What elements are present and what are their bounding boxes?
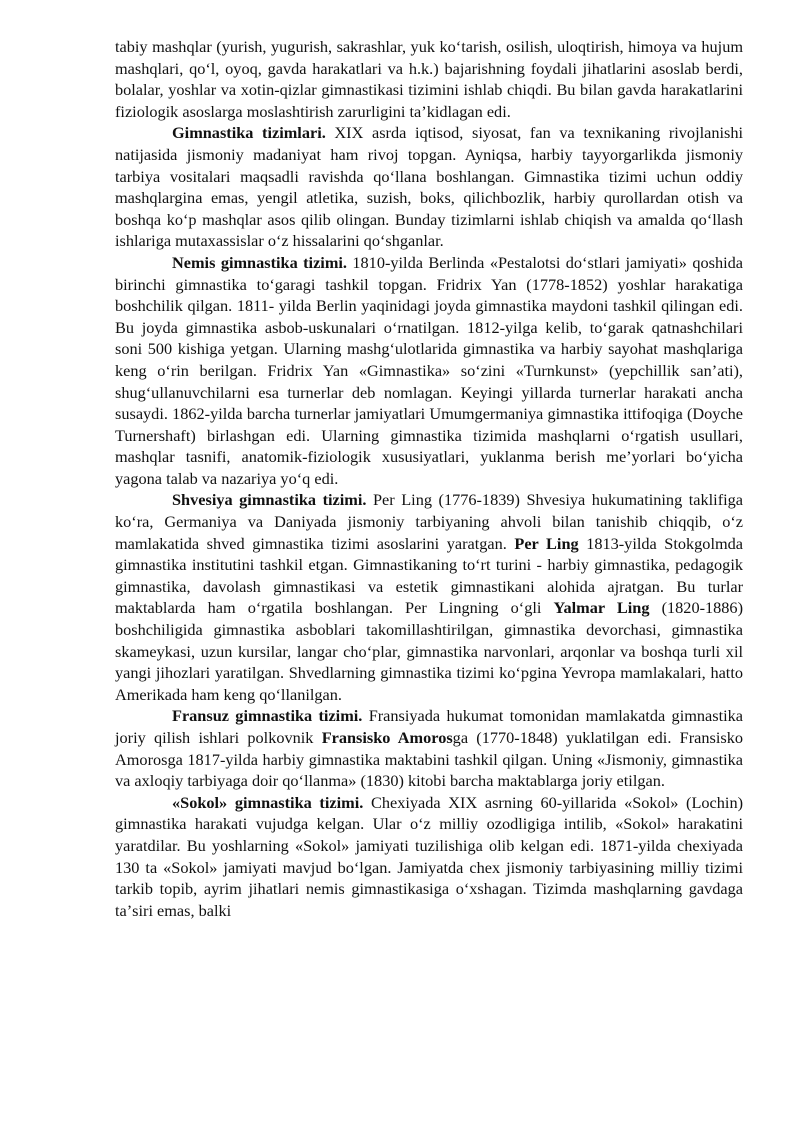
paragraph-text: Fransiyada hukumat tomonidan mamlakatda gimnastika joriy qilish ishlari polkovnik [115,706,744,747]
paragraph-text: 1810-yilda Berlinda «Pestalotsi doʻstlari jamiyati» qoshida birinchi gimnastika toʻgaragi tashkil topgan. Fridrix Yan (1778-1852) yoshlar harakatiga boshchilik qilgan. 1811- yilda Berlin yaqinidagi joyda gimnastika maydoni tashkil qilingan edi. Bu joyda gimnastika asbob-uskunalari oʻrnatilgan. 1812-yilga kelib, toʻgarak qatnashchilari soni 500 kishiga yetgan. Ularning mashgʻulotlarida gimnastika va harbiy sayohat mashqlariga keng oʻrin berilgan. Fridrix Yan «Gimnastika» soʻzini «Turnkunst» (yepchillik sanʼati), shugʻullanuvchilarni esa turnerlar deb nomlagan. Keyingi yillarda turnerlar harakati ancha susaydi. 1862-yilda barcha turnerlar jamiyatlari Umumgermaniya gimnastika ittifoqiga (Doyche Turnershaft) birlashgan edi. Ularning gimnastika tizimida mashqlarni oʻrgatish usullari, mashqlar tasnifi, anatomik-fiziologik xususiyatlari, yuklanma berish meʼyorlari boʻyicha yagona talab va nazariya yoʻq edi. [115,252,743,488]
paragraph-fransuz-gimnastika [115,705,743,791]
paragraph-text: Per Ling (1776-1839) Shvesiya hukumatining taklifiga koʻra, Germaniya va Daniyada jismoniy tarbiyaning ahvoli bilan tanishib chiqqib, oʻz mamlakatida shved gimnastika tizimi asoslarini yaratgan. [115,490,744,553]
paragraph-intro-continuation [115,36,743,122]
document-page [115,36,743,921]
paragraph-gimnastika-tizimlari [115,122,743,252]
paragraph-nemis-gimnastika [115,252,743,490]
section-heading: Gimnastika tizimlari. [172,123,326,143]
paragraph-text: tabiy mashqlar (yurish, yugurish, sakrashlar, yuk koʻtarish, osilish, uloqtirish, himoya va hujum mashqlari, qoʻl, oyoq, gavda harakatlari va h.k.) bajarishning foydali jihatlarini asoslab berdi, bolalar, yoshlar va xotin-qizlar gimnastikasi tizimini ishlab chiqdi. Bu bilan gavda harakatlarini fiziologik asoslarga moslashtirish zarurligini taʼkidlagan edi. [115,37,743,121]
section-heading: Nemis gimnastika tizimi. [172,252,347,272]
paragraph-text: Chexiyada XIX asrning 60-yillarida «Sokol» (Lochin) gimnastika harakati vujudga kelgan. Ular oʻz milliy ozodligiga intilib, «Sokol» harakatini yaratdilar. Bu yoshlarning «Sokol» jamiyati tuzilishiga olib kelgan edi. 1871-yilda chexiyada 130 ta «Sokol» jamiyati mavjud boʻlgan. Jamiyatda chex jismoniy tarbiyasining milliy tizimi tarkib topib, ayrim jihatlari nemis gimnastikasiga oʻxshagan. Tizimda mashqlarning gavdaga taʼsiri emas, balki [115,792,744,920]
bold-name: Fransisko Amoros [321,728,453,747]
paragraph-text: ga (1770-1848) yuklatilgan edi. Fransisko Amorosga 1817-yilda harbiy gimnastika maktabini tashkil qilgan. Uning «Jismoniy, gimnastika va axloqiy tarbiyaga doir qoʻllanma» (1830) kitobi barcha maktablarga joriy etilgan. [115,728,743,791]
paragraph-sokol-gimnastika [115,792,743,922]
section-heading: Shvesiya gimnastika tizimi. [172,490,367,510]
paragraph-text: 1813-yilda Stokgolmda gimnastika institutini tashkil etgan. Gimnastikaning toʻrt turini - harbiy gimnastika, pedagogik gimnastika, davolash gimnastikasi va estetik gimnastikani alohida ajratgan. Bu turlar maktablarda ham oʻrgatila boshlangan. Per Lingning oʻgli [115,533,743,618]
bold-name: Per Ling [514,533,579,553]
section-heading: «Sokol» gimnastika tizimi. [172,792,364,812]
paragraph-shvesiya-gimnastika [115,489,743,705]
bold-name: Yalmar Ling [553,598,650,618]
paragraph-text: (1820-1886) boshchiligida gimnastika asboblari takomillashtirilgan, gimnastika devorchasi, gimnastika skameykasi, uzun kursilar, langar choʻplar, gimnastika narvonlari, arqonlar va boshqa turli xil yangi jihozlari yaratilgan. Shvedlarning gimnastika tizimi koʻpgina Yevropa mamlakalari, hatto Amerikada ham keng qoʻllanilgan. [115,598,743,704]
paragraph-text: XIX asrda iqtisod, siyosat, fan va texnikaning rivojlanishi natijasida jismoniy madaniyat ham rivoj topgan. Ayniqsa, harbiy tayyorgarlikda jismoniy tarbiya vositalari maqsadli ravishda qoʻllana boshlangan. Gimnastika tizimi uchun oddiy mashqlargina emas, yengil atletika, suzish, boks, qilichbozlik, harbiy qurollardan otish va boshqa koʻp mashqlar asos qilib olingan. Bunday tizimlarni ishlab chiqish va amalda qoʻllash ishlariga mutaxassislar oʻz hissalarini qoʻshganlar. [115,123,744,251]
section-heading: Fransuz gimnastika tizimi. [172,706,363,726]
